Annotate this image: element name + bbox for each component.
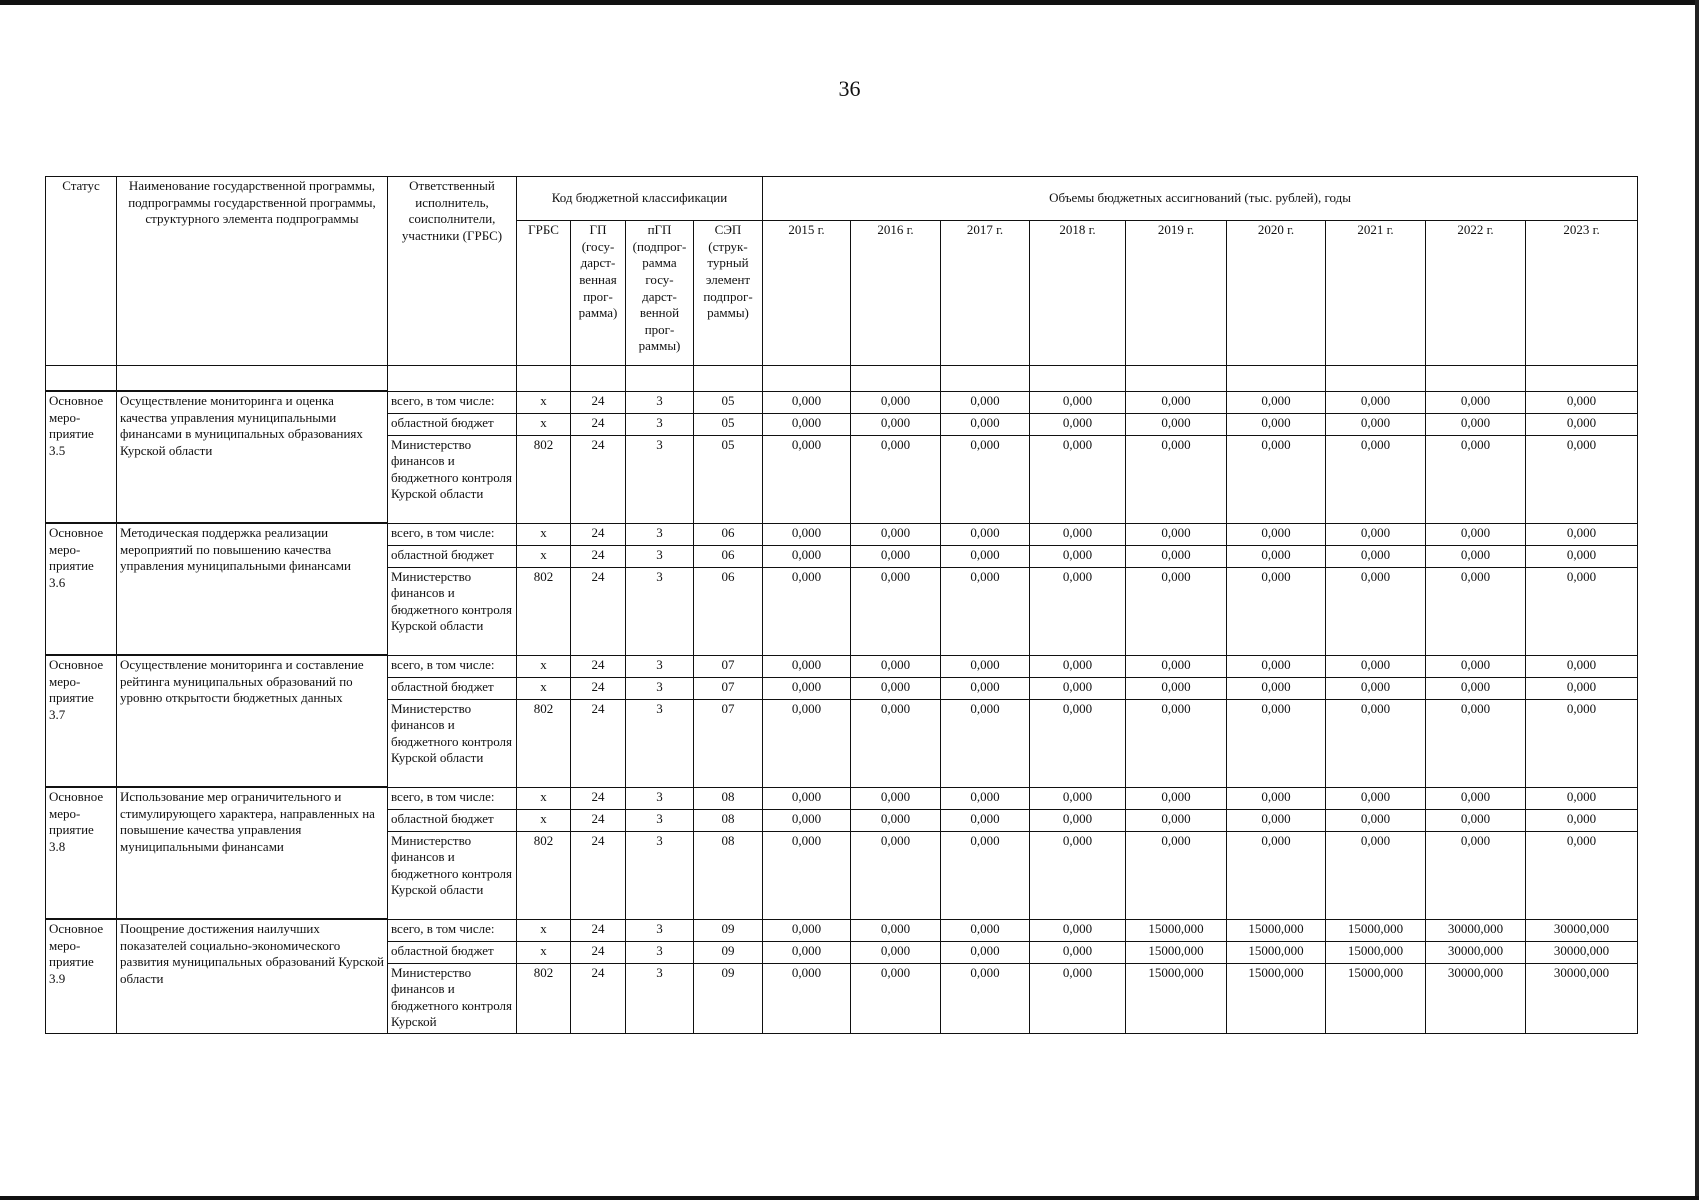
header-gp: ГП (госу-дарст-венная прог-рамма) xyxy=(571,221,626,366)
grbs-cell: 802 xyxy=(517,699,571,787)
header-responsible: Ответственный исполнитель, соисполнители, участники (ГРБС) xyxy=(388,177,517,366)
header-year: 2016 г. xyxy=(851,221,941,366)
amount-cell: 0,000 xyxy=(851,787,941,809)
amount-cell: 0,000 xyxy=(1426,655,1526,677)
responsible-cell: всего, в том числе: xyxy=(388,523,517,545)
amount-cell: 0,000 xyxy=(763,655,851,677)
amount-cell: 0,000 xyxy=(1426,413,1526,435)
responsible-cell: Министерство финансов и бюджетного контроля Курской области xyxy=(388,435,517,523)
amount-cell: 0,000 xyxy=(763,545,851,567)
amount-cell: 0,000 xyxy=(1526,677,1638,699)
pgp-cell: 3 xyxy=(626,435,694,523)
header-sep: СЭП (струк-турный элемент подпрог-раммы) xyxy=(694,221,763,366)
responsible-cell: областной бюджет xyxy=(388,545,517,567)
amount-cell: 0,000 xyxy=(941,545,1030,567)
amount-cell: 0,000 xyxy=(1426,809,1526,831)
header-grbs: ГРБС xyxy=(517,221,571,366)
amount-cell: 30000,000 xyxy=(1426,941,1526,963)
gp-cell: 24 xyxy=(571,655,626,677)
amount-cell: 15000,000 xyxy=(1227,919,1326,941)
amount-cell: 0,000 xyxy=(1126,545,1227,567)
amount-cell: 0,000 xyxy=(851,413,941,435)
gp-cell: 24 xyxy=(571,545,626,567)
pgp-cell: 3 xyxy=(626,391,694,413)
header-status: Статус xyxy=(46,177,117,366)
header-spacer-row xyxy=(46,366,1638,392)
activity-name-cell: Использование мер ограничительного и стимулирующего характера, направленных на повышение качества управления муниципальными финансами xyxy=(117,787,388,919)
amount-cell: 0,000 xyxy=(941,809,1030,831)
amount-cell: 0,000 xyxy=(1227,545,1326,567)
grbs-cell: 802 xyxy=(517,567,571,655)
amount-cell: 0,000 xyxy=(1526,699,1638,787)
pgp-cell: 3 xyxy=(626,919,694,941)
amount-cell: 0,000 xyxy=(1126,809,1227,831)
grbs-cell: х xyxy=(517,391,571,413)
amount-cell: 0,000 xyxy=(1126,699,1227,787)
amount-cell: 0,000 xyxy=(1326,435,1426,523)
amount-cell: 0,000 xyxy=(1030,567,1126,655)
amount-cell: 0,000 xyxy=(1227,831,1326,919)
sep-cell: 07 xyxy=(694,699,763,787)
amount-cell: 0,000 xyxy=(1426,545,1526,567)
pgp-cell: 3 xyxy=(626,809,694,831)
amount-cell: 0,000 xyxy=(1227,523,1326,545)
amount-cell: 0,000 xyxy=(941,699,1030,787)
amount-cell: 0,000 xyxy=(851,545,941,567)
amount-cell: 0,000 xyxy=(1426,831,1526,919)
amount-cell: 0,000 xyxy=(1227,413,1326,435)
amount-cell: 0,000 xyxy=(1526,655,1638,677)
amount-cell: 0,000 xyxy=(1030,699,1126,787)
sep-cell: 07 xyxy=(694,655,763,677)
responsible-cell: всего, в том числе: xyxy=(388,655,517,677)
amount-cell: 0,000 xyxy=(1126,435,1227,523)
amount-cell: 0,000 xyxy=(851,391,941,413)
sep-cell: 06 xyxy=(694,567,763,655)
pgp-cell: 3 xyxy=(626,941,694,963)
amount-cell: 0,000 xyxy=(1030,809,1126,831)
responsible-cell: Министерство финансов и бюджетного контроля Курской xyxy=(388,963,517,1033)
amount-cell: 0,000 xyxy=(1326,413,1426,435)
amount-cell: 0,000 xyxy=(1227,787,1326,809)
grbs-cell: х xyxy=(517,941,571,963)
table-row xyxy=(46,787,1638,809)
pgp-cell: 3 xyxy=(626,655,694,677)
amount-cell: 0,000 xyxy=(1030,787,1126,809)
status-cell: Основное меро-приятие 3.9 xyxy=(46,919,117,1033)
table-row xyxy=(46,391,1638,413)
amount-cell: 0,000 xyxy=(851,567,941,655)
amount-cell: 0,000 xyxy=(763,699,851,787)
gp-cell: 24 xyxy=(571,831,626,919)
amount-cell: 0,000 xyxy=(1526,567,1638,655)
amount-cell: 0,000 xyxy=(851,655,941,677)
amount-cell: 0,000 xyxy=(763,391,851,413)
amount-cell: 15000,000 xyxy=(1326,919,1426,941)
budget-table xyxy=(45,176,1638,1034)
responsible-cell: Министерство финансов и бюджетного контроля Курской области xyxy=(388,567,517,655)
scan-bottom-edge xyxy=(0,1196,1699,1200)
amount-cell: 0,000 xyxy=(1426,787,1526,809)
amount-cell: 15000,000 xyxy=(1227,963,1326,1033)
amount-cell: 0,000 xyxy=(763,523,851,545)
responsible-cell: областной бюджет xyxy=(388,413,517,435)
amount-cell: 0,000 xyxy=(1030,435,1126,523)
amount-cell: 0,000 xyxy=(1030,963,1126,1033)
amount-cell: 0,000 xyxy=(851,831,941,919)
grbs-cell: х xyxy=(517,787,571,809)
activity-name-cell: Методическая поддержка реализации мероприятий по повышению качества управления муниципальными финансами xyxy=(117,523,388,655)
grbs-cell: х xyxy=(517,809,571,831)
header-year: 2018 г. xyxy=(1030,221,1126,366)
amount-cell: 0,000 xyxy=(1227,809,1326,831)
sep-cell: 09 xyxy=(694,963,763,1033)
pgp-cell: 3 xyxy=(626,831,694,919)
amount-cell: 0,000 xyxy=(941,391,1030,413)
sep-cell: 08 xyxy=(694,831,763,919)
amount-cell: 0,000 xyxy=(851,699,941,787)
amount-cell: 0,000 xyxy=(941,963,1030,1033)
header-year: 2017 г. xyxy=(941,221,1030,366)
activity-name-cell: Осуществление мониторинга и составление рейтинга муниципальных образований по уровню открытости бюджетных данных xyxy=(117,655,388,787)
amount-cell: 0,000 xyxy=(763,919,851,941)
amount-cell: 0,000 xyxy=(1030,523,1126,545)
amount-cell: 0,000 xyxy=(1526,413,1638,435)
table-row xyxy=(46,523,1638,545)
amount-cell: 0,000 xyxy=(1227,655,1326,677)
gp-cell: 24 xyxy=(571,523,626,545)
sep-cell: 06 xyxy=(694,523,763,545)
table-row xyxy=(46,655,1638,677)
responsible-cell: всего, в том числе: xyxy=(388,391,517,413)
amount-cell: 0,000 xyxy=(1526,545,1638,567)
amount-cell: 0,000 xyxy=(851,435,941,523)
gp-cell: 24 xyxy=(571,677,626,699)
scan-top-edge xyxy=(0,0,1699,5)
amount-cell: 0,000 xyxy=(1426,391,1526,413)
header-name: Наименование государственной программы, подпрограммы государственной программы, структурного элемента подпрограммы xyxy=(117,177,388,366)
gp-cell: 24 xyxy=(571,391,626,413)
amount-cell: 0,000 xyxy=(1030,831,1126,919)
amount-cell: 0,000 xyxy=(1326,567,1426,655)
status-cell: Основное меро-приятие 3.5 xyxy=(46,391,117,523)
header-year: 2019 г. xyxy=(1126,221,1227,366)
amount-cell: 0,000 xyxy=(941,677,1030,699)
responsible-cell: областной бюджет xyxy=(388,809,517,831)
header-year: 2020 г. xyxy=(1227,221,1326,366)
amount-cell: 0,000 xyxy=(1326,809,1426,831)
amount-cell: 0,000 xyxy=(1326,391,1426,413)
amount-cell: 0,000 xyxy=(763,787,851,809)
gp-cell: 24 xyxy=(571,809,626,831)
amount-cell: 0,000 xyxy=(941,567,1030,655)
sep-cell: 08 xyxy=(694,787,763,809)
amount-cell: 0,000 xyxy=(763,413,851,435)
responsible-cell: всего, в том числе: xyxy=(388,787,517,809)
amount-cell: 30000,000 xyxy=(1526,963,1638,1033)
amount-cell: 0,000 xyxy=(1326,699,1426,787)
sep-cell: 05 xyxy=(694,391,763,413)
amount-cell: 0,000 xyxy=(1030,655,1126,677)
header-year: 2022 г. xyxy=(1426,221,1526,366)
amount-cell: 0,000 xyxy=(1426,567,1526,655)
responsible-cell: Министерство финансов и бюджетного контроля Курской области xyxy=(388,831,517,919)
amount-cell: 0,000 xyxy=(1227,567,1326,655)
header-volumes: Объемы бюджетных ассигнований (тыс. рублей), годы xyxy=(763,177,1638,221)
responsible-cell: областной бюджет xyxy=(388,677,517,699)
amount-cell: 30000,000 xyxy=(1426,963,1526,1033)
amount-cell: 0,000 xyxy=(763,567,851,655)
amount-cell: 0,000 xyxy=(1227,435,1326,523)
sep-cell: 08 xyxy=(694,809,763,831)
gp-cell: 24 xyxy=(571,567,626,655)
pgp-cell: 3 xyxy=(626,787,694,809)
header-year: 2015 г. xyxy=(763,221,851,366)
amount-cell: 15000,000 xyxy=(1126,963,1227,1033)
amount-cell: 15000,000 xyxy=(1126,919,1227,941)
amount-cell: 0,000 xyxy=(851,963,941,1033)
amount-cell: 30000,000 xyxy=(1526,919,1638,941)
activity-name-cell: Осуществление мониторинга и оценка качества управления муниципальными финансами в муниципальных образованиях Курской области xyxy=(117,391,388,523)
amount-cell: 0,000 xyxy=(1326,831,1426,919)
amount-cell: 0,000 xyxy=(1126,391,1227,413)
sep-cell: 07 xyxy=(694,677,763,699)
activity-name-cell: Поощрение достижения наилучших показателей социально-экономического развития муниципальных образований Курской области xyxy=(117,919,388,1033)
header-budget-code: Код бюджетной классификации xyxy=(517,177,763,221)
amount-cell: 0,000 xyxy=(1126,831,1227,919)
gp-cell: 24 xyxy=(571,787,626,809)
status-cell: Основное меро-приятие 3.6 xyxy=(46,523,117,655)
amount-cell: 0,000 xyxy=(1526,435,1638,523)
amount-cell: 0,000 xyxy=(941,655,1030,677)
amount-cell: 0,000 xyxy=(1126,787,1227,809)
amount-cell: 0,000 xyxy=(1426,699,1526,787)
amount-cell: 0,000 xyxy=(851,941,941,963)
status-cell: Основное меро-приятие 3.7 xyxy=(46,655,117,787)
grbs-cell: 802 xyxy=(517,435,571,523)
pgp-cell: 3 xyxy=(626,413,694,435)
sep-cell: 05 xyxy=(694,435,763,523)
table-row xyxy=(46,919,1638,941)
sep-cell: 05 xyxy=(694,413,763,435)
gp-cell: 24 xyxy=(571,699,626,787)
amount-cell: 0,000 xyxy=(763,677,851,699)
responsible-cell: всего, в том числе: xyxy=(388,919,517,941)
amount-cell: 30000,000 xyxy=(1426,919,1526,941)
gp-cell: 24 xyxy=(571,963,626,1033)
amount-cell: 15000,000 xyxy=(1227,941,1326,963)
amount-cell: 0,000 xyxy=(1126,655,1227,677)
amount-cell: 0,000 xyxy=(851,809,941,831)
amount-cell: 0,000 xyxy=(941,831,1030,919)
amount-cell: 0,000 xyxy=(763,831,851,919)
amount-cell: 0,000 xyxy=(1526,391,1638,413)
gp-cell: 24 xyxy=(571,941,626,963)
sep-cell: 06 xyxy=(694,545,763,567)
amount-cell: 0,000 xyxy=(1426,435,1526,523)
amount-cell: 0,000 xyxy=(1526,523,1638,545)
amount-cell: 15000,000 xyxy=(1126,941,1227,963)
amount-cell: 0,000 xyxy=(1227,699,1326,787)
amount-cell: 0,000 xyxy=(763,435,851,523)
amount-cell: 15000,000 xyxy=(1326,963,1426,1033)
amount-cell: 0,000 xyxy=(1326,787,1426,809)
amount-cell: 0,000 xyxy=(1326,523,1426,545)
amount-cell: 15000,000 xyxy=(1326,941,1426,963)
responsible-cell: областной бюджет xyxy=(388,941,517,963)
header-year: 2023 г. xyxy=(1526,221,1638,366)
grbs-cell: х xyxy=(517,677,571,699)
amount-cell: 0,000 xyxy=(1030,391,1126,413)
sep-cell: 09 xyxy=(694,941,763,963)
grbs-cell: 802 xyxy=(517,963,571,1033)
amount-cell: 0,000 xyxy=(1030,413,1126,435)
amount-cell: 0,000 xyxy=(1326,655,1426,677)
amount-cell: 0,000 xyxy=(1326,677,1426,699)
grbs-cell: х xyxy=(517,413,571,435)
amount-cell: 0,000 xyxy=(941,919,1030,941)
gp-cell: 24 xyxy=(571,919,626,941)
amount-cell: 0,000 xyxy=(1126,567,1227,655)
amount-cell: 0,000 xyxy=(1227,391,1326,413)
amount-cell: 0,000 xyxy=(941,523,1030,545)
amount-cell: 0,000 xyxy=(1526,831,1638,919)
amount-cell: 0,000 xyxy=(1526,787,1638,809)
pgp-cell: 3 xyxy=(626,545,694,567)
amount-cell: 0,000 xyxy=(1030,545,1126,567)
grbs-cell: х xyxy=(517,545,571,567)
amount-cell: 0,000 xyxy=(763,941,851,963)
scan-right-edge xyxy=(1695,0,1699,1200)
pgp-cell: 3 xyxy=(626,677,694,699)
header-pgp: пГП (подпрог-рамма госу-дарст-венной прог-раммы) xyxy=(626,221,694,366)
amount-cell: 0,000 xyxy=(941,435,1030,523)
amount-cell: 0,000 xyxy=(941,787,1030,809)
header-year: 2021 г. xyxy=(1326,221,1426,366)
pgp-cell: 3 xyxy=(626,699,694,787)
pgp-cell: 3 xyxy=(626,963,694,1033)
amount-cell: 0,000 xyxy=(1426,677,1526,699)
amount-cell: 0,000 xyxy=(941,413,1030,435)
amount-cell: 0,000 xyxy=(941,941,1030,963)
amount-cell: 0,000 xyxy=(1326,545,1426,567)
grbs-cell: х xyxy=(517,655,571,677)
amount-cell: 0,000 xyxy=(763,809,851,831)
amount-cell: 0,000 xyxy=(1526,809,1638,831)
amount-cell: 0,000 xyxy=(763,963,851,1033)
amount-cell: 0,000 xyxy=(851,677,941,699)
amount-cell: 0,000 xyxy=(1426,523,1526,545)
amount-cell: 0,000 xyxy=(1030,941,1126,963)
gp-cell: 24 xyxy=(571,413,626,435)
amount-cell: 0,000 xyxy=(1030,677,1126,699)
amount-cell: 0,000 xyxy=(851,919,941,941)
pgp-cell: 3 xyxy=(626,567,694,655)
amount-cell: 0,000 xyxy=(1126,677,1227,699)
amount-cell: 0,000 xyxy=(1126,413,1227,435)
amount-cell: 0,000 xyxy=(1030,919,1126,941)
pgp-cell: 3 xyxy=(626,523,694,545)
grbs-cell: х xyxy=(517,919,571,941)
amount-cell: 0,000 xyxy=(1126,523,1227,545)
responsible-cell: Министерство финансов и бюджетного контроля Курской области xyxy=(388,699,517,787)
page-number: 36 xyxy=(838,76,861,101)
amount-cell: 0,000 xyxy=(1227,677,1326,699)
gp-cell: 24 xyxy=(571,435,626,523)
table-body xyxy=(46,391,1638,1033)
amount-cell: 0,000 xyxy=(851,523,941,545)
grbs-cell: 802 xyxy=(517,831,571,919)
status-cell: Основное меро-приятие 3.8 xyxy=(46,787,117,919)
sep-cell: 09 xyxy=(694,919,763,941)
amount-cell: 30000,000 xyxy=(1526,941,1638,963)
grbs-cell: х xyxy=(517,523,571,545)
